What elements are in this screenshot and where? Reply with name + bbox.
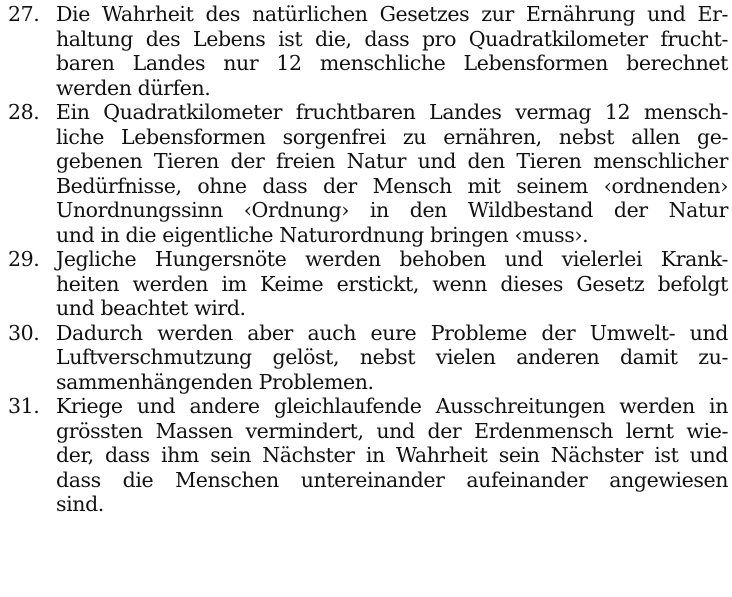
verse-text (56, 247, 728, 321)
verse-number: 27. (8, 2, 40, 26)
text-line: und beachtet wird. (56, 296, 246, 320)
verse-text (56, 321, 728, 395)
text-line: Unordnungssinn ‹Ordnung› in den Wildbestand der Natur (56, 198, 728, 222)
verse-text (56, 394, 728, 517)
verse-list (8, 2, 728, 517)
text-line: Luftverschmutzung gelöst, nebst vielen anderen damit zu- (56, 345, 728, 369)
text-line: Kriege und andere gleichlaufende Ausschreitungen werden in (56, 394, 728, 418)
verse-text (56, 2, 728, 100)
verse-27 (8, 2, 728, 100)
text-line: gebenen Tieren der freien Natur und den Tieren menschlicher (56, 149, 728, 173)
verse-29 (8, 247, 728, 321)
verse-31 (8, 394, 728, 517)
text-line: und in die eigentliche Naturordnung bringen ‹muss›. (56, 222, 589, 247)
text-line: sind. (56, 492, 104, 516)
text-line: haltung des Lebens ist die, dass pro Quadratkilometer frucht- (56, 26, 728, 51)
text-line: der, dass ihm sein Nächster in Wahrheit sein Nächster ist und (56, 443, 728, 467)
text-line: Dadurch werden aber auch eure Probleme der Umwelt- und (56, 320, 728, 345)
text-line: liche Lebensformen sorgenfrei zu ernähren, nebst allen ge- (56, 124, 728, 149)
text-line: werden dürfen. (56, 75, 211, 100)
text-line: Ein Quadratkilometer fruchtbaren Landes vermag 12 mensch- (56, 100, 728, 124)
verse-number: 28. (8, 100, 40, 124)
text-line: Jegliche Hungersnöte werden behoben und vielerlei Krank- (56, 247, 728, 271)
text-line: dass die Menschen untereinander aufeinander angewiesen (56, 467, 728, 492)
text-line: grössten Massen vermindert, und der Erdenmensch lernt wie- (56, 418, 728, 443)
text-line: sammenhängenden Problemen. (56, 369, 374, 394)
text-line: baren Landes nur 12 menschliche Lebensformen berechnet (56, 51, 728, 75)
text-line: Die Wahrheit des natürlichen Gesetzes zur Ernährung und Er- (56, 2, 728, 26)
text-line: Bedürfnisse, ohne dass der Mensch mit seinem ‹ordnenden› (56, 173, 728, 198)
verse-text (56, 100, 728, 247)
verse-number: 29. (8, 247, 40, 271)
verse-number: 30. (8, 320, 40, 345)
verse-28 (8, 100, 728, 247)
verse-number: 31. (8, 394, 40, 418)
verse-30 (8, 321, 728, 395)
text-line: heiten werden im Keime erstickt, wenn dieses Gesetz befolgt (56, 271, 728, 296)
